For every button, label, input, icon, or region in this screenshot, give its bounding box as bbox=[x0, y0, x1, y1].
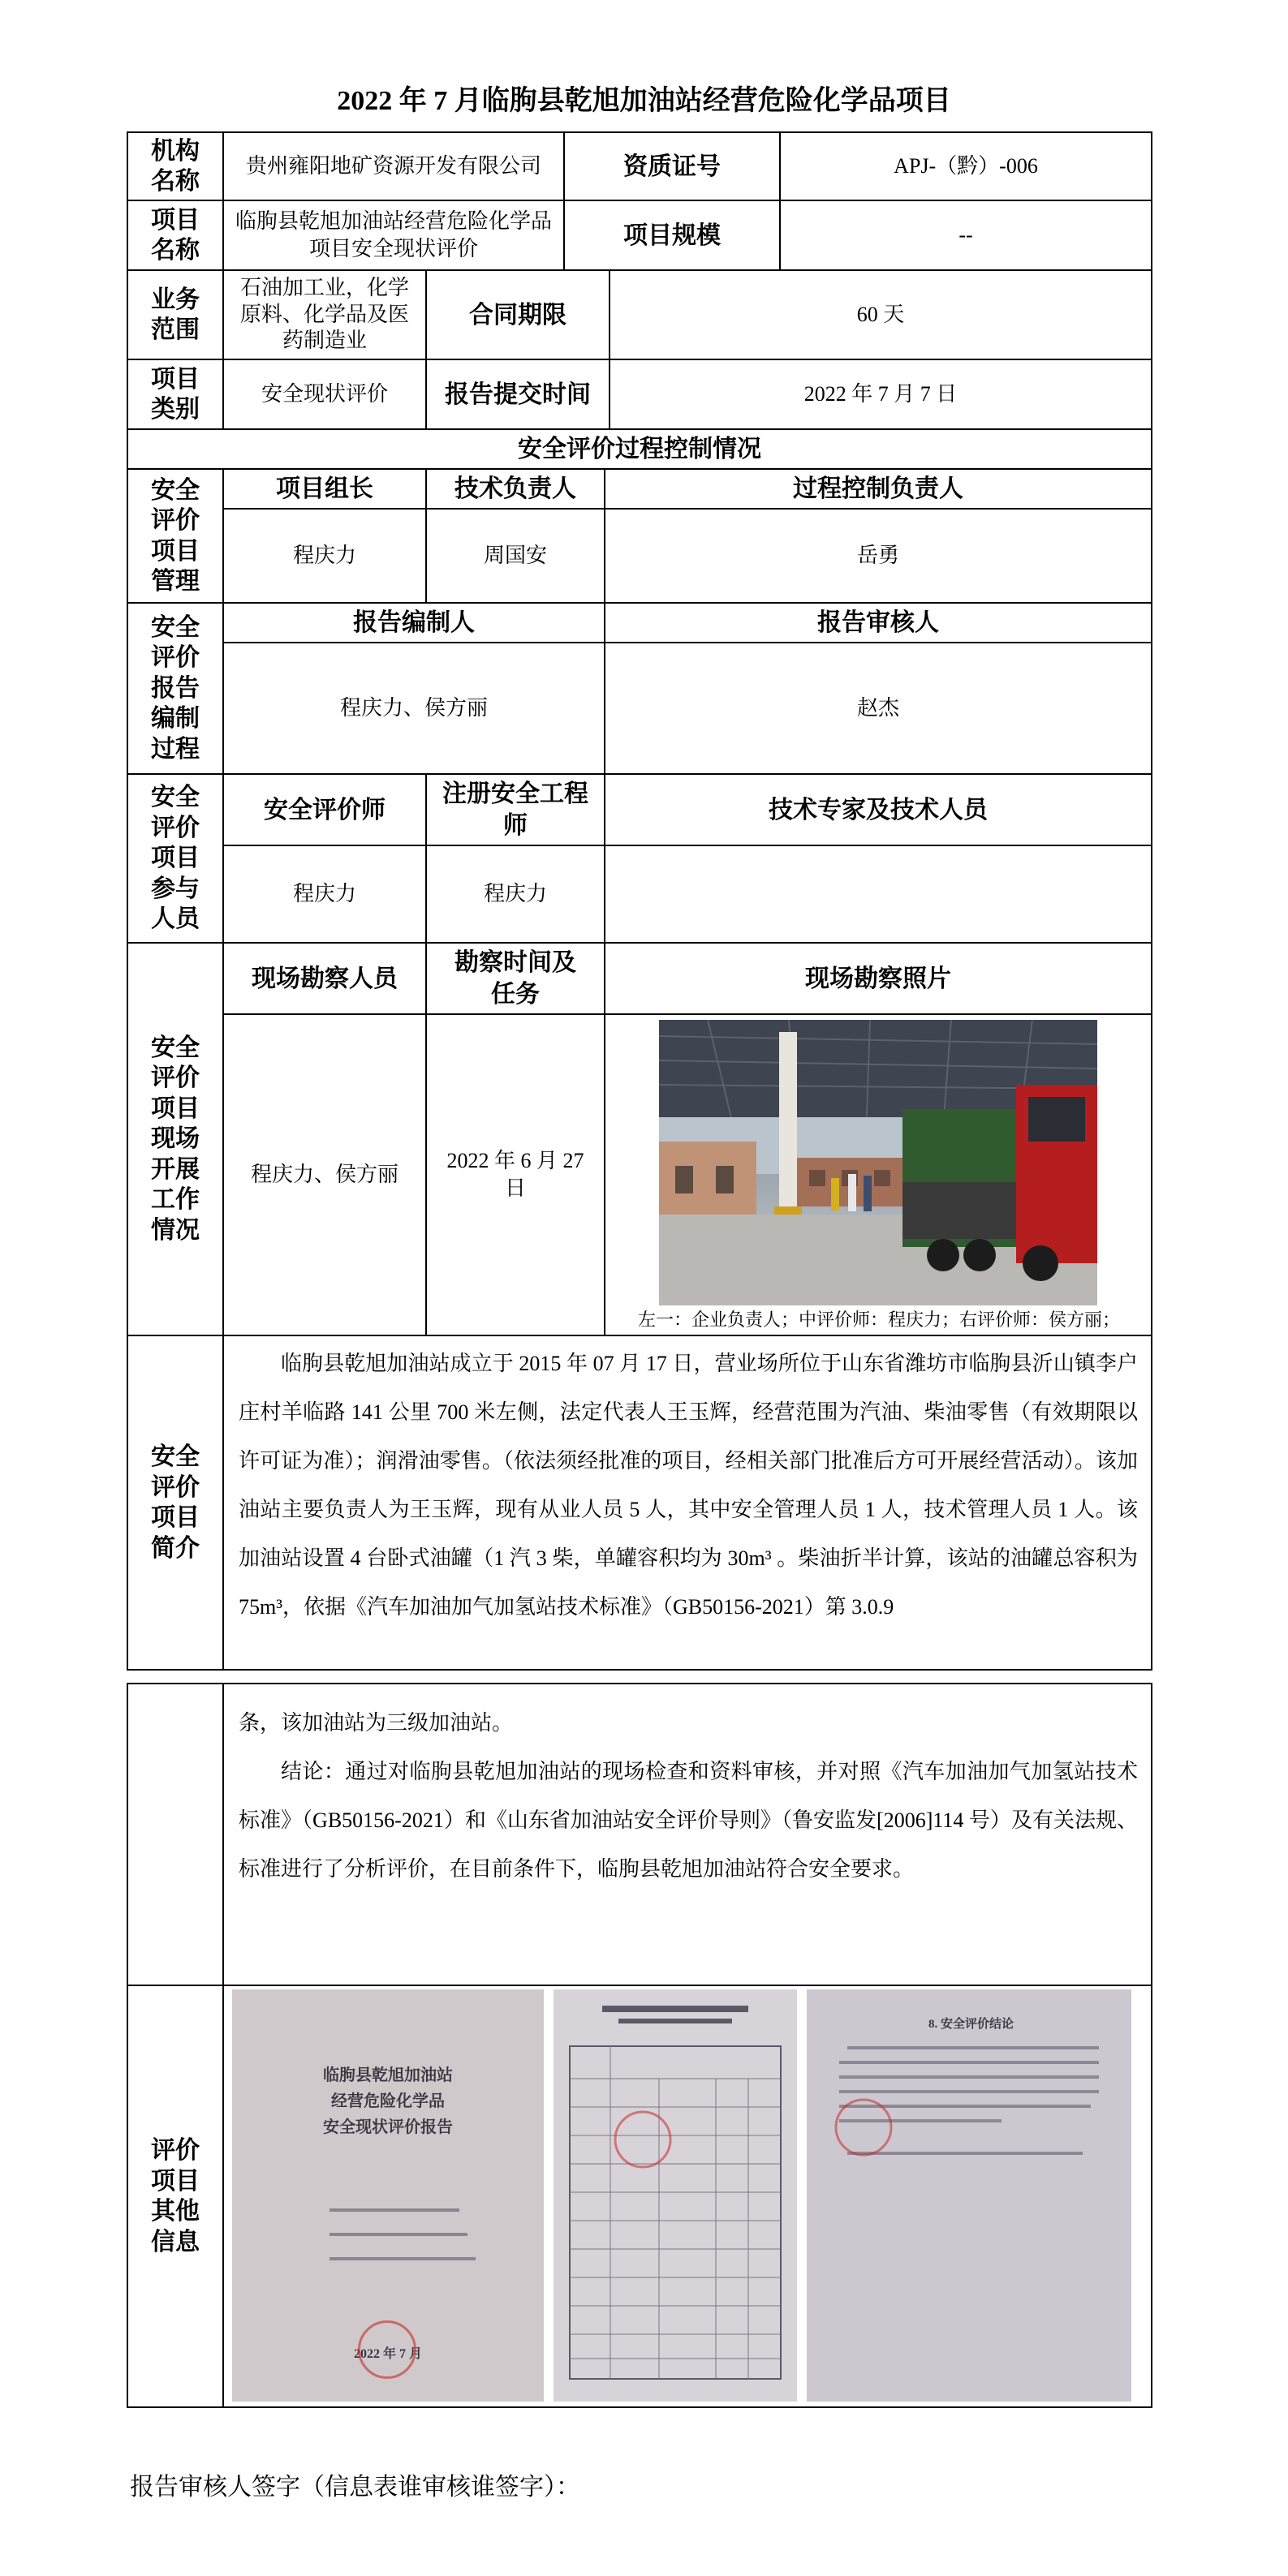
mgmt-h3: 过程控制负责人 bbox=[605, 469, 1152, 509]
info-table bbox=[127, 131, 1152, 430]
report-v2: 赵杰 bbox=[605, 643, 1152, 774]
mgmt-label: 安全 评价 项目 管理 bbox=[127, 469, 223, 603]
scope-value: 石油加工业，化学原料、化学品及医药制造业 bbox=[223, 270, 426, 359]
participants-h3: 技术专家及技术人员 bbox=[605, 774, 1152, 845]
type-label: 项目 类别 bbox=[127, 359, 223, 429]
report-cover-photo bbox=[232, 1989, 544, 2402]
site-h1: 现场勘察人员 bbox=[223, 943, 426, 1014]
mgmt-h1: 项目组长 bbox=[223, 469, 426, 509]
participants-h1: 安全评价师 bbox=[223, 774, 426, 845]
conclusion-page-heading: 8. 安全评价结论 bbox=[928, 2018, 1014, 2031]
blank-label-cell bbox=[127, 1684, 223, 1985]
participants-v1: 程庆力 bbox=[223, 845, 426, 943]
project-name-label: 项目 名称 bbox=[127, 200, 223, 270]
mgmt-v2: 周国安 bbox=[426, 509, 605, 603]
participants-h2: 注册安全工程 师 bbox=[426, 774, 605, 845]
contract-label: 合同期限 bbox=[426, 270, 610, 359]
report-cover-title: 临朐县乾旭加油站 经营危险化学品 安全现状评价报告 bbox=[323, 2066, 453, 2136]
site-h3: 现场勘察照片 bbox=[605, 943, 1152, 1014]
process-header: 安全评价过程控制情况 bbox=[127, 429, 1152, 469]
conclusion-page-photo bbox=[807, 1989, 1131, 2402]
mgmt-h2: 技术负责人 bbox=[426, 469, 605, 509]
participants-v3 bbox=[605, 845, 1152, 943]
scale-label: 项目规模 bbox=[564, 200, 780, 270]
mgmt-v1: 程庆力 bbox=[223, 509, 426, 603]
photo-caption: 左一：企业负责人；中评价师：程庆力；右评价师：侯方丽； bbox=[638, 1310, 1121, 1330]
participants-v2: 程庆力 bbox=[426, 845, 605, 943]
intro-label: 安全 评价 项目 简介 bbox=[127, 1335, 223, 1670]
submit-value: 2022 年 7 月 7 日 bbox=[610, 359, 1152, 429]
reviewer-signature-label: 报告审核人签字（信息表谁审核谁签字）： bbox=[130, 2474, 580, 2501]
project-name-value: 临朐县乾旭加油站经营危险化学品项目安全现状评价 bbox=[223, 200, 564, 270]
org-value: 贵州雍阳地矿资源开发有限公司 bbox=[223, 132, 564, 200]
intro-paragraph-2: 结论：通过对临朐县乾旭加油站的现场检查和资料审核，并对照《汽车加油加气加氢站技术标准》（GB50156-2021）和《山东省加油站安全评价导则》（鲁安监发[2006]114 号）及有关法规、标准进行了分析评价，在目前条件下，临朐县乾旭加油站符合安全要求。 bbox=[239, 1760, 1138, 1881]
type-value: 安全现状评价 bbox=[223, 359, 426, 429]
intro-continued bbox=[223, 1684, 1152, 1985]
report-h2: 报告审核人 bbox=[605, 603, 1152, 643]
intro-text bbox=[223, 1335, 1152, 1670]
personnel-form-photo bbox=[554, 1989, 797, 2402]
participants-label: 安全 评价 项目 参与 人员 bbox=[127, 774, 223, 943]
other-photos bbox=[223, 1985, 1152, 2407]
report-h1: 报告编制人 bbox=[223, 603, 605, 643]
scope-label: 业务 范围 bbox=[127, 270, 223, 359]
submit-label: 报告提交时间 bbox=[426, 359, 610, 429]
other-label: 评价 项目 其他 信息 bbox=[127, 1985, 223, 2407]
site-photo bbox=[638, 1020, 1121, 1330]
seal-stamp-1 bbox=[358, 2320, 416, 2379]
site-photo-cell bbox=[605, 1014, 1152, 1335]
report-cover-date: 2022 年 7 月 bbox=[353, 2347, 422, 2361]
site-label: 安全 评价 项目 现场 开展 工作 情况 bbox=[127, 943, 223, 1335]
report-v1: 程庆力、侯方丽 bbox=[223, 643, 605, 774]
site-v2: 2022 年 6 月 27 日 bbox=[426, 1014, 605, 1335]
site-v1: 程庆力、侯方丽 bbox=[223, 1014, 426, 1335]
continuation-table bbox=[127, 1683, 1152, 2408]
intro-paragraph-1: 临朐县乾旭加油站成立于 2015 年 07 月 17 日，营业场所位于山东省潍坊市临朐县沂山镇李户庄村羊临路 141 公里 700 米左侧，法定代表人王玉辉，经营范围为汽油、柴油零售（有效期限以许可证为准）；润滑油零售。（依法须经批准的项目，经相关部门批准后方可开展经营活动）。该加油站主要负责人为王玉辉，现有从业人员 5 人，其中安全管理人员 1 人，技术管理人员 1 人。该加油站设置 4 台卧式油罐（1 汽 3 柴，单罐容积均为 30m³ 。柴油折半计算，该站的油罐总容积为 75m³，依据《汽车加油加气加氢站技术标准》（GB50156-2021）第 3.0.9 bbox=[239, 1352, 1138, 1619]
org-label: 机构 名称 bbox=[127, 132, 223, 200]
contract-value: 60 天 bbox=[610, 270, 1152, 359]
page-title: 2022 年 7 月临朐县乾旭加油站经营危险化学品项目 bbox=[337, 86, 951, 116]
report-label: 安全 评价 报告 编制 过程 bbox=[127, 603, 223, 774]
process-table bbox=[127, 428, 1152, 1671]
scale-value: -- bbox=[780, 200, 1152, 270]
site-h2: 勘察时间及 任务 bbox=[426, 943, 605, 1014]
cert-label: 资质证号 bbox=[564, 132, 780, 200]
cert-value: APJ-（黔）-006 bbox=[780, 132, 1152, 200]
intro-paragraph-1-cont: 条，该加油站为三级加油站。 bbox=[239, 1711, 514, 1735]
mgmt-v3: 岳勇 bbox=[605, 509, 1152, 603]
